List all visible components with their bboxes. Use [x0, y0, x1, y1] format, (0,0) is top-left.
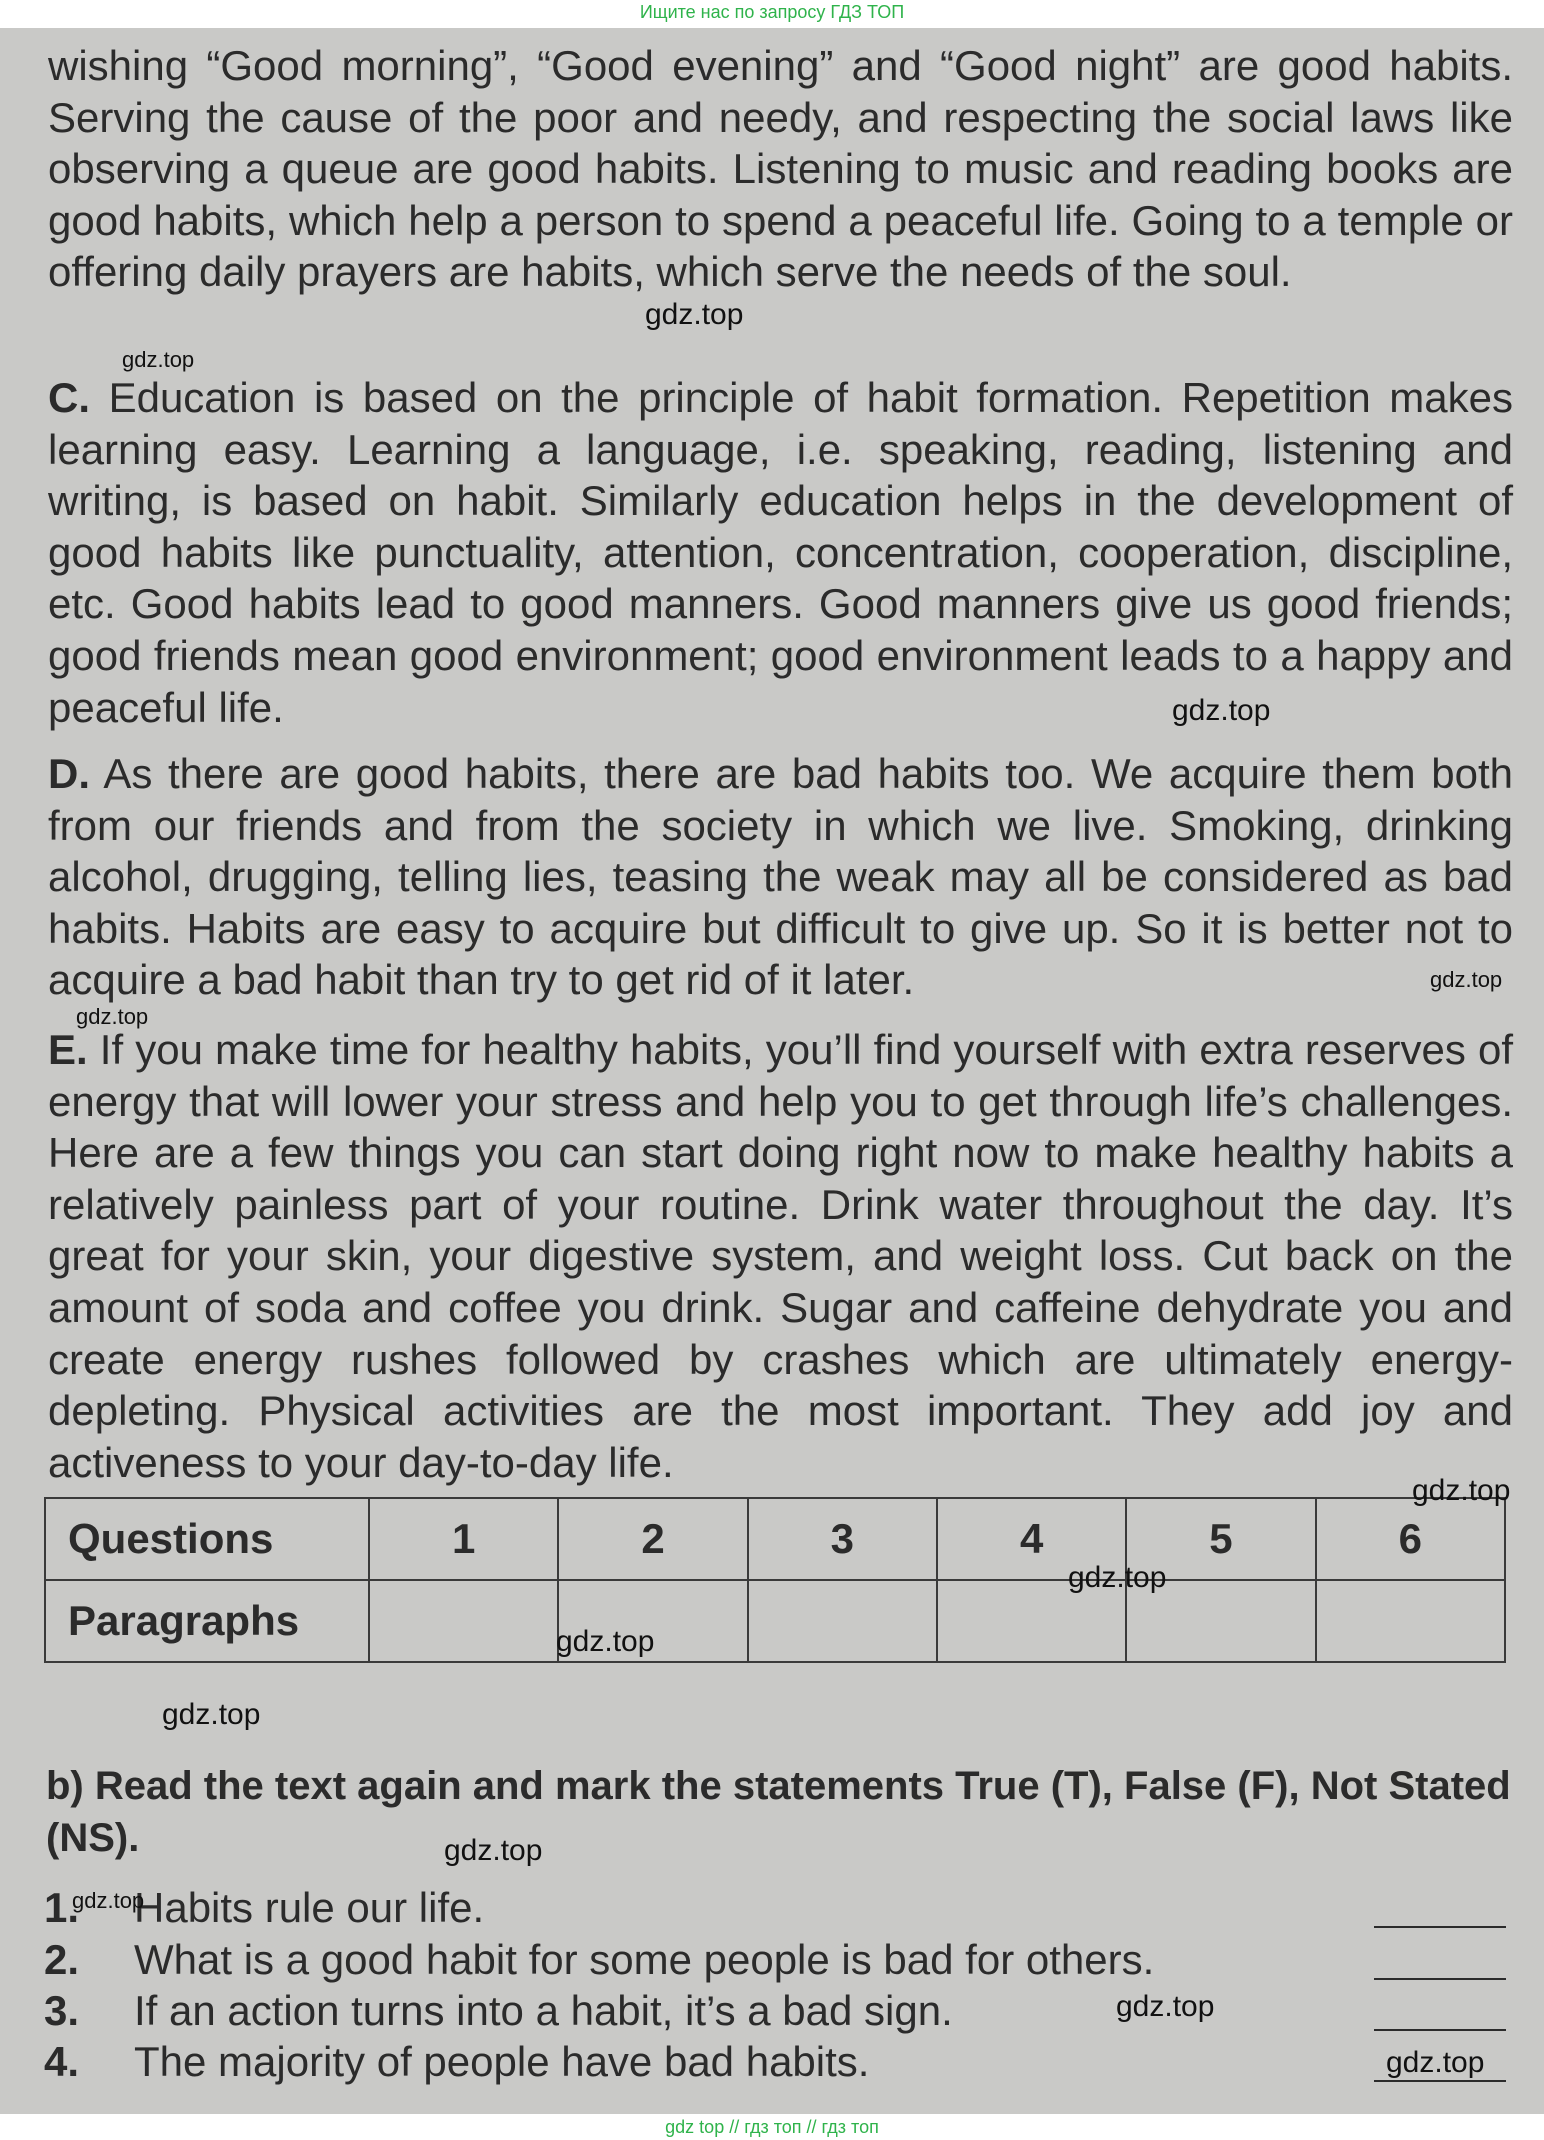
- column-header: 4: [937, 1498, 1126, 1580]
- paragraph-letter: D.: [48, 750, 90, 797]
- paragraph-text: If you make time for healthy habits, you’ll find yourself with extra reserves of energy that will lower your stress and help you to get through life’s challenges. Here are a few things you can start doing right now to make healthy habits a relatively painless part of your routine. Drink water throughout the day. It’s great for your skin, your digestive system, and weight loss. Cut back on the amount of soda and coffee you drink. Sugar and caffeine dehydrate you and create energy rushes followed by crashes which are ultimately energy-depleting. Physical activities are the most important. They add joy and activeness to your day-to-day life.: [48, 1026, 1513, 1486]
- watermark: gdz.top: [1068, 1561, 1167, 1594]
- watermark: gdz.top: [162, 1698, 261, 1731]
- watermark: gdz.top: [556, 1625, 655, 1658]
- answer-cell[interactable]: [748, 1580, 937, 1662]
- watermark: gdz.top: [1412, 1474, 1511, 1507]
- statement-text: What is a good habit for some people is bad for others.: [134, 1936, 1155, 1983]
- paragraph-b-continuation: [48, 40, 1513, 298]
- statement-item: [44, 1882, 1514, 1934]
- statement-text: If an action turns into a habit, it’s a bad sign.: [134, 1987, 953, 2034]
- answer-blank[interactable]: [1374, 2080, 1506, 2082]
- task-b-title: b) Read the text again and mark the statements True (T), False (F), Not Stated (NS).: [46, 1764, 1511, 1860]
- column-header: 1: [369, 1498, 558, 1580]
- paragraph-text: Education is based on the principle of habit formation. Repetition makes learning easy. Learning a language, i.e. speaking, reading, listening and writing, is based on habit. Similarly education helps in the development of good habits like punctuality, attention, concentration, cooperation, discipline, etc. Good habits lead to good manners. Good manners give us good friends; good friends mean good environment; good environment leads to a happy and peaceful life.: [48, 374, 1514, 731]
- watermark: gdz.top: [645, 298, 744, 331]
- watermark: gdz.top: [1430, 967, 1503, 992]
- answer-blank[interactable]: [1374, 1978, 1506, 1980]
- table-row-questions: [45, 1498, 1505, 1580]
- watermark: gdz.top: [1116, 1990, 1215, 2023]
- statement-item: [44, 1985, 1514, 2037]
- paragraph-letter: C.: [48, 374, 90, 421]
- column-header: 2: [558, 1498, 747, 1580]
- questions-paragraphs-table: [44, 1497, 1506, 1663]
- column-header: 3: [748, 1498, 937, 1580]
- column-header: 5: [1126, 1498, 1315, 1580]
- watermark: gdz.top: [122, 347, 195, 372]
- answer-cell[interactable]: [1316, 1580, 1505, 1662]
- statement-text: Habits rule our life.: [134, 1884, 485, 1931]
- answer-blank[interactable]: [1374, 2029, 1506, 2031]
- table-row-paragraphs: [45, 1580, 1505, 1662]
- watermark: gdz.top: [76, 1004, 149, 1029]
- answer-cell[interactable]: [369, 1580, 558, 1662]
- watermark: gdz.top: [1386, 2046, 1485, 2079]
- statement-number: 1.: [44, 1884, 80, 1931]
- column-header: 6: [1316, 1498, 1505, 1580]
- paragraph-text: As there are good habits, there are bad habits too. We acquire them both from our friends and from the society in which we live. Smoking, drinking alcohol, drugging, telling lies, teasing the weak may all be considered as bad habits. Habits are easy to acquire but difficult to give up. So it is better not to acquire a bad habit than try to get rid of it later.: [48, 750, 1513, 1004]
- paragraph-text: wishing “Good morning”, “Good evening” and “Good night” are good habits. Serving the cause of the poor and needy, and respecting the social laws like observing a queue are good habits. Listening to music and reading books are good habits, which help a person to spend a peaceful life. Going to a temple or offering daily prayers are habits, which serve the needs of the soul.: [48, 42, 1513, 296]
- paragraph-d: [48, 748, 1513, 1006]
- paragraph-e: [48, 1024, 1513, 1488]
- top-banner: Ищите нас по запросу ГДЗ ТОП: [639, 2, 905, 22]
- statement-text: The majority of people have bad habits.: [134, 2038, 870, 2085]
- statement-number: 3.: [44, 1987, 80, 2034]
- paragraph-letter: E.: [48, 1026, 88, 1073]
- paragraph-c: [48, 372, 1513, 733]
- statement-number: 2.: [44, 1936, 80, 1983]
- statement-item: [44, 2036, 1514, 2088]
- statement-item: [44, 1934, 1514, 1986]
- watermark: gdz.top: [444, 1834, 543, 1867]
- row-label-paragraphs: Paragraphs: [45, 1580, 369, 1662]
- watermark: gdz.top: [72, 1888, 145, 1913]
- bottom-banner: gdz top // гдз топ // гдз топ: [665, 2117, 879, 2137]
- answer-blank[interactable]: [1374, 1926, 1506, 1928]
- row-label-questions: Questions: [45, 1498, 369, 1580]
- watermark: gdz.top: [1172, 694, 1271, 727]
- statement-number: 4.: [44, 2038, 80, 2085]
